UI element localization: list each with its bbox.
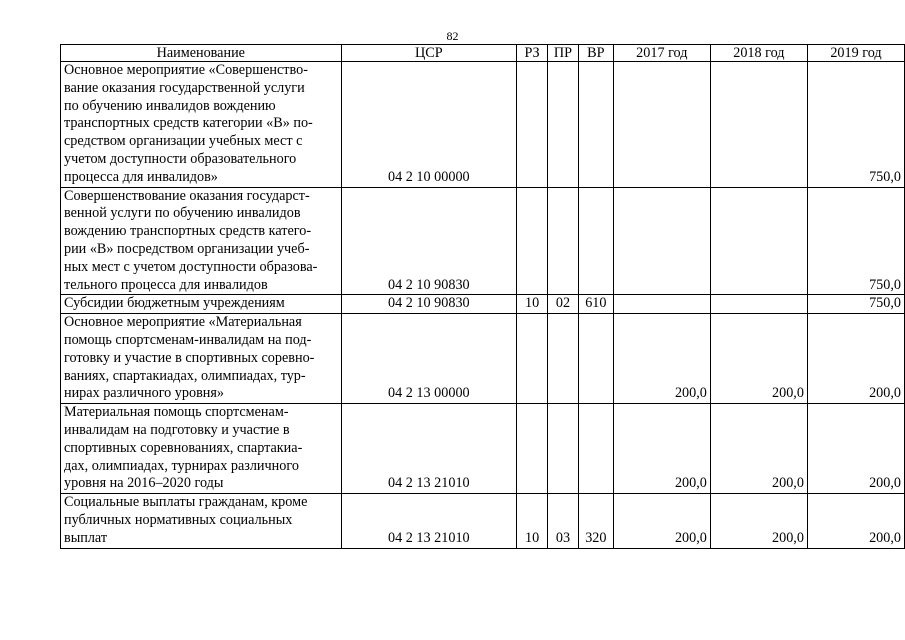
header-vr: ВР [578, 45, 613, 62]
row-pr [548, 62, 579, 188]
budget-table [60, 44, 905, 549]
row-2017: 200,0 [613, 494, 710, 548]
row-2019: 750,0 [807, 295, 904, 314]
row-2019: 200,0 [807, 494, 904, 548]
row-name: Совершенствование оказания государст- венной услуги по обучению инвалидов вождению транспортных средств катего- рии «В» посредством организации учеб- ных мест с учетом доступности образова- тельного процесса для инвалидов [61, 187, 342, 295]
table-header-row [61, 45, 905, 62]
row-pr [548, 187, 579, 295]
row-csr: 04 2 10 90830 [341, 187, 517, 295]
row-name: Субсидии бюджетным учреждениям [61, 295, 342, 314]
table-row [61, 295, 905, 314]
row-2017 [613, 62, 710, 188]
row-2019: 750,0 [807, 62, 904, 188]
row-vr [578, 404, 613, 494]
row-name: Основное мероприятие «Материальная помощь спортсменам-инвалидам на под- готовку и участие в спортивных соревно- ваниях, спартакиадах, олимпиадах, тур- нирах различного уровня» [61, 314, 342, 404]
row-csr: 04 2 13 00000 [341, 314, 517, 404]
header-csr: ЦСР [341, 45, 517, 62]
row-2018: 200,0 [710, 494, 807, 548]
row-pr [548, 404, 579, 494]
row-vr [578, 62, 613, 188]
row-name: Социальные выплаты гражданам, кроме публичных нормативных социальных выплат [61, 494, 342, 548]
row-pr: 03 [548, 494, 579, 548]
row-rz [517, 62, 548, 188]
header-2019: 2019 год [807, 45, 904, 62]
row-2017 [613, 187, 710, 295]
row-2018 [710, 187, 807, 295]
row-2017: 200,0 [613, 404, 710, 494]
row-name: Основное мероприятие «Совершенство- вание оказания государственной услуги по обучению инвалидов вождению транспортных средств категории «В» по- средством организации учебных мест с учетом доступности образовательного процесса для инвалидов» [61, 62, 342, 188]
table-row [61, 314, 905, 404]
page-number: 82 [446, 29, 459, 43]
row-2018 [710, 295, 807, 314]
row-name: Материальная помощь спортсменам- инвалидам на подготовку и участие в спортивных соревнованиях, спартакиа- дах, олимпиадах, турнирах различного уровня на 2016–2020 годы [61, 404, 342, 494]
header-rz: РЗ [517, 45, 548, 62]
row-csr: 04 2 13 21010 [341, 404, 517, 494]
row-2017: 200,0 [613, 314, 710, 404]
row-2018: 200,0 [710, 314, 807, 404]
header-pr: ПР [548, 45, 579, 62]
table-row [61, 494, 905, 548]
row-pr [548, 314, 579, 404]
table-row [61, 404, 905, 494]
row-2019: 200,0 [807, 314, 904, 404]
row-2017 [613, 295, 710, 314]
row-vr [578, 187, 613, 295]
header-2018: 2018 год [710, 45, 807, 62]
row-csr: 04 2 10 90830 [341, 295, 517, 314]
row-rz [517, 314, 548, 404]
row-2019: 750,0 [807, 187, 904, 295]
table-row [61, 187, 905, 295]
table-row [61, 62, 905, 188]
row-rz: 10 [517, 494, 548, 548]
row-vr: 320 [578, 494, 613, 548]
row-pr: 02 [548, 295, 579, 314]
row-rz [517, 187, 548, 295]
row-2019: 200,0 [807, 404, 904, 494]
row-csr: 04 2 13 21010 [341, 494, 517, 548]
row-2018 [710, 62, 807, 188]
row-vr: 610 [578, 295, 613, 314]
row-vr [578, 314, 613, 404]
row-rz [517, 404, 548, 494]
header-name: Наименование [61, 45, 342, 62]
row-2018: 200,0 [710, 404, 807, 494]
row-csr: 04 2 10 00000 [341, 62, 517, 188]
row-rz: 10 [517, 295, 548, 314]
header-2017: 2017 год [613, 45, 710, 62]
